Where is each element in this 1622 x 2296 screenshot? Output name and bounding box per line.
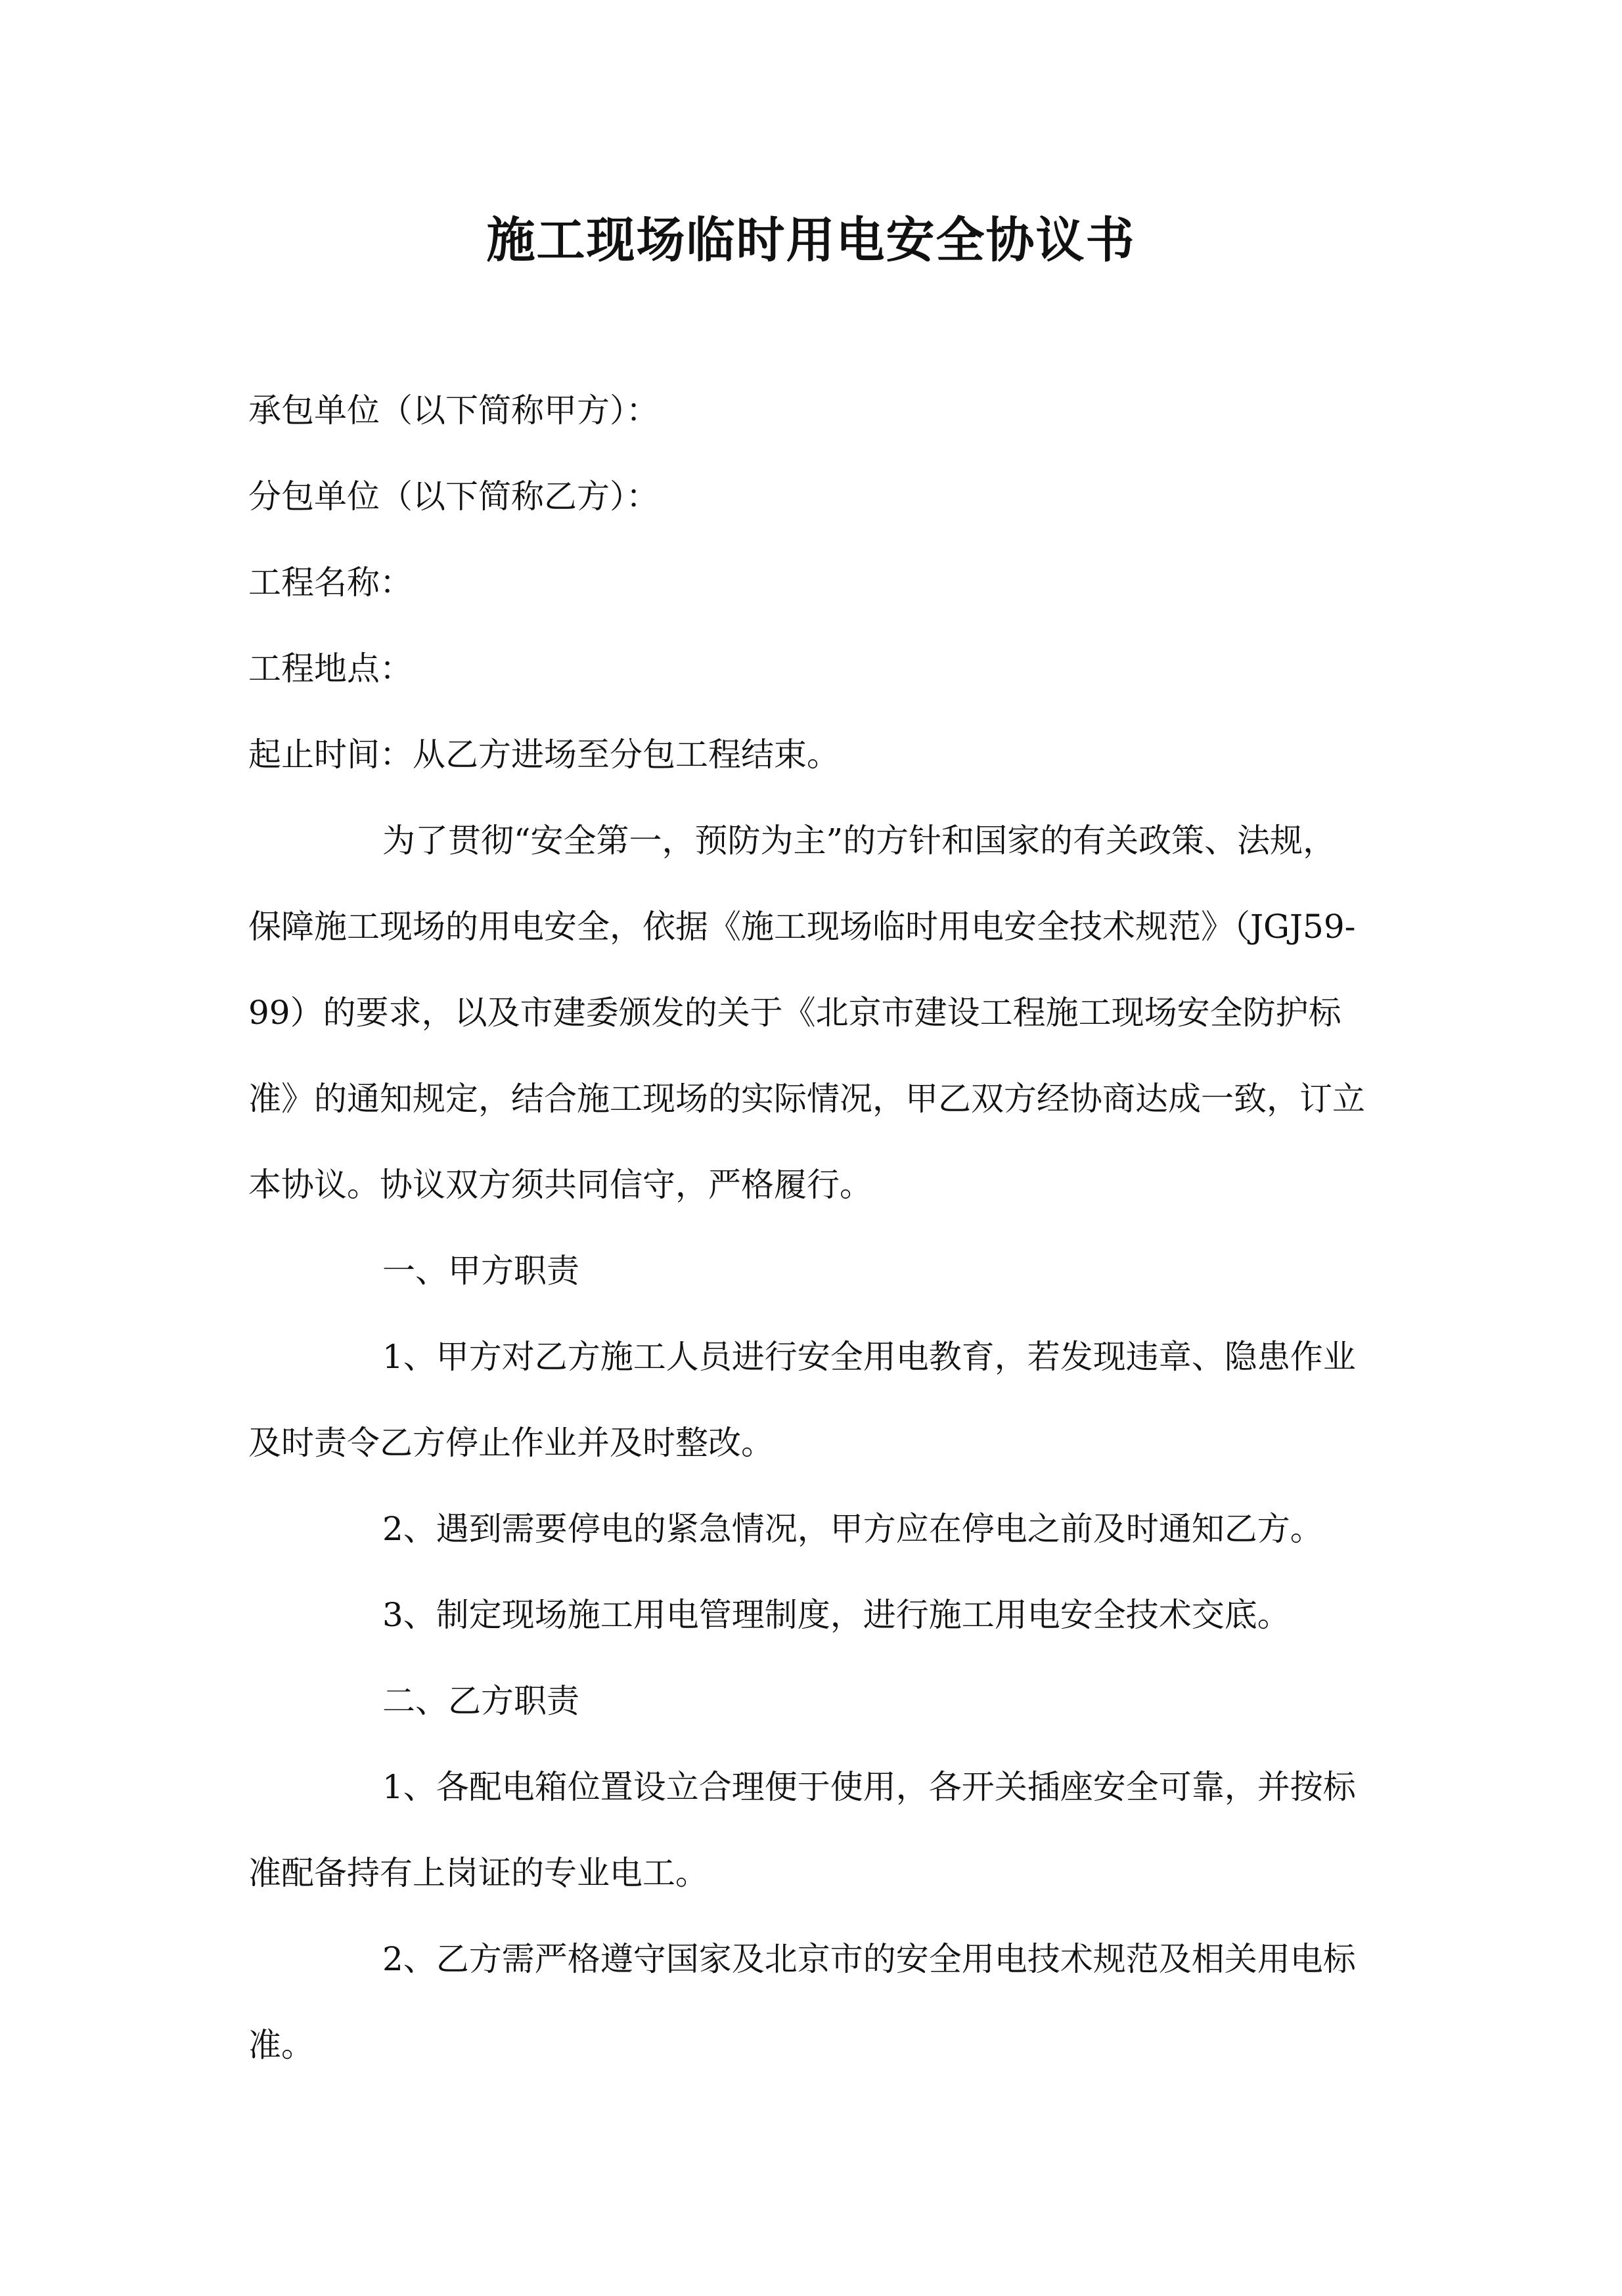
party-a-item-2: 2、遇到需要停电的紧急情况，甲方应在停电之前及时通知乙方。	[382, 1510, 1323, 1548]
paragraph-line: 准。	[248, 2026, 314, 2064]
intro-paragraph	[248, 798, 1378, 1228]
paragraph-line: 准配备持有上岗证的专业电工。	[248, 1854, 708, 1892]
paragraph-line: 保障施工现场的用电安全，依据《施工现场临时用电安全技术规范》（JGJ59-	[248, 908, 1356, 946]
field-contractor: 承包单位（以下简称甲方）：	[248, 391, 659, 430]
paragraph-line: 为了贯彻“安全第一，预防为主”的方针和国家的有关政策、法规，	[382, 822, 1336, 860]
document-title: 施工现场临时用电安全协议书	[486, 212, 1136, 269]
paragraph-line: 1、甲方对乙方施工人员进行安全用电教育，若发现违章、隐患作业	[382, 1338, 1356, 1376]
paragraph-line: 本协议。协议双方须共同信守，严格履行。	[248, 1166, 872, 1204]
party-b-item-1	[248, 1744, 1378, 1916]
paragraph-line: 2、乙方需严格遵守国家及北京市的安全用电技术规范及相关用电标	[382, 1940, 1356, 1978]
party-b-item-2	[248, 1916, 1378, 2088]
field-subcontractor: 分包单位（以下简称乙方）：	[248, 477, 659, 516]
paragraph-line: 99）的要求，以及市建委颁发的关于《北京市建设工程施工现场安全防护标	[248, 994, 1341, 1032]
field-project-location: 工程地点：	[248, 650, 413, 688]
section-heading-party-b: 二、乙方职责	[382, 1682, 579, 1720]
paragraph-line: 及时责令乙方停止作业并及时整改。	[248, 1424, 774, 1462]
field-project-name: 工程名称：	[248, 563, 413, 602]
party-a-item-1	[248, 1314, 1378, 1486]
document-body	[248, 368, 1378, 2088]
paragraph-line: 1、各配电箱位置设立合理便于使用，各开关插座安全可靠，并按标	[382, 1768, 1356, 1806]
paragraph-line: 准》的通知规定，结合施工现场的实际情况，甲乙双方经协商达成一致，订立	[248, 1080, 1365, 1118]
section-heading-party-a: 一、甲方职责	[382, 1252, 579, 1290]
party-a-item-3: 3、制定现场施工用电管理制度，进行施工用电安全技术交底。	[382, 1596, 1290, 1634]
field-period: 起止时间：从乙方进场至分包工程结束。	[248, 736, 840, 774]
